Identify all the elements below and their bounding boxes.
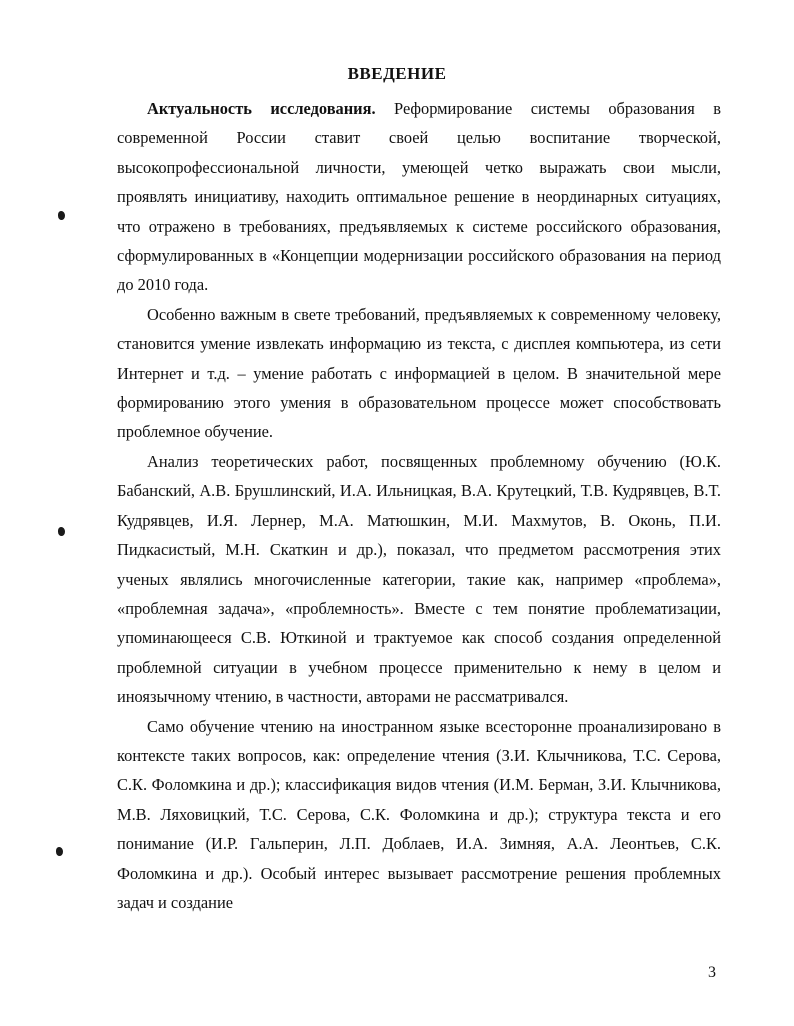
- binding-hole-mark: [56, 847, 63, 856]
- binding-hole-mark: [58, 211, 65, 220]
- page-title: ВВЕДЕНИЕ: [347, 64, 447, 83]
- paragraph-lead: Актуальность исследования.: [147, 99, 376, 118]
- document-body: [117, 94, 721, 917]
- paragraph: Анализ теоретических работ, посвященных проблемному обучению (Ю.К. Бабанский, А.В. Брушлинский, И.А. Ильницкая, В.А. Крутецкий, Т.В. Кудрявцев, В.Т. Кудрявцев, И.Я. Лернер, М.А. Матюшкин, М.И. Махмутов, В. Оконь, П.И. Пидкасистый, М.Н. Скаткин и др.), показал, что предметом рассмотрения этих ученых являлись многочисленные категории, такие как, например «проблема», «проблемная задача», «проблемность». Вместе с тем понятие проблематизации, упоминающееся С.В. Юткиной и трактуемое как способ создания определенной проблемной ситуации в учебном процессе применительно к нему в целом и иноязычному чтению, в частности, авторами не рассматривался.: [117, 451, 721, 707]
- page-number: 3: [708, 964, 716, 981]
- paragraph: Само обучение чтению на иностранном языке всесторонне проанализировано в контексте таких вопросов, как: определение чтения (З.И. Клычникова, Т.С. Серова, С.К. Фоломкина и др.); классификация видов чтения (И.М. Берман, З.И. Клычникова, М.В. Ляховицкий, Т.С. Серова, С.К. Фоломкина и др.); структура текста и его понимание (И.Р. Гальперин, Л.П. Доблаев, И.А. Зимняя, А.А. Леонтьев, С.К. Фоломкина и др.). Особый интерес вызывает рассмотрение решения проблемных задач и создание: [117, 716, 721, 912]
- binding-hole-mark: [58, 527, 65, 536]
- paragraph: [117, 94, 721, 300]
- paragraph-text: Реформирование системы образования в современной России ставит своей целью воспитание творческой, высокопрофессиональной личности, умеющей четко выражать свои мысли, проявлять инициативу, находить оптимальное решение в неординарных ситуациях, что отражено в требованиях, предъявляемых к системе российского образования, сформулированных в «Концепции модернизации российского образования на период до 2010 года.: [117, 99, 721, 295]
- paragraph: Особенно важным в свете требований, предъявляемых к современному человеку, становится умение извлекать информацию из текста, с дисплея компьютера, из сети Интернет и т.д. – умение работать с информацией в целом. В значительной мере формированию этого умения в образовательном процессе может способствовать проблемное обучение.: [117, 304, 721, 442]
